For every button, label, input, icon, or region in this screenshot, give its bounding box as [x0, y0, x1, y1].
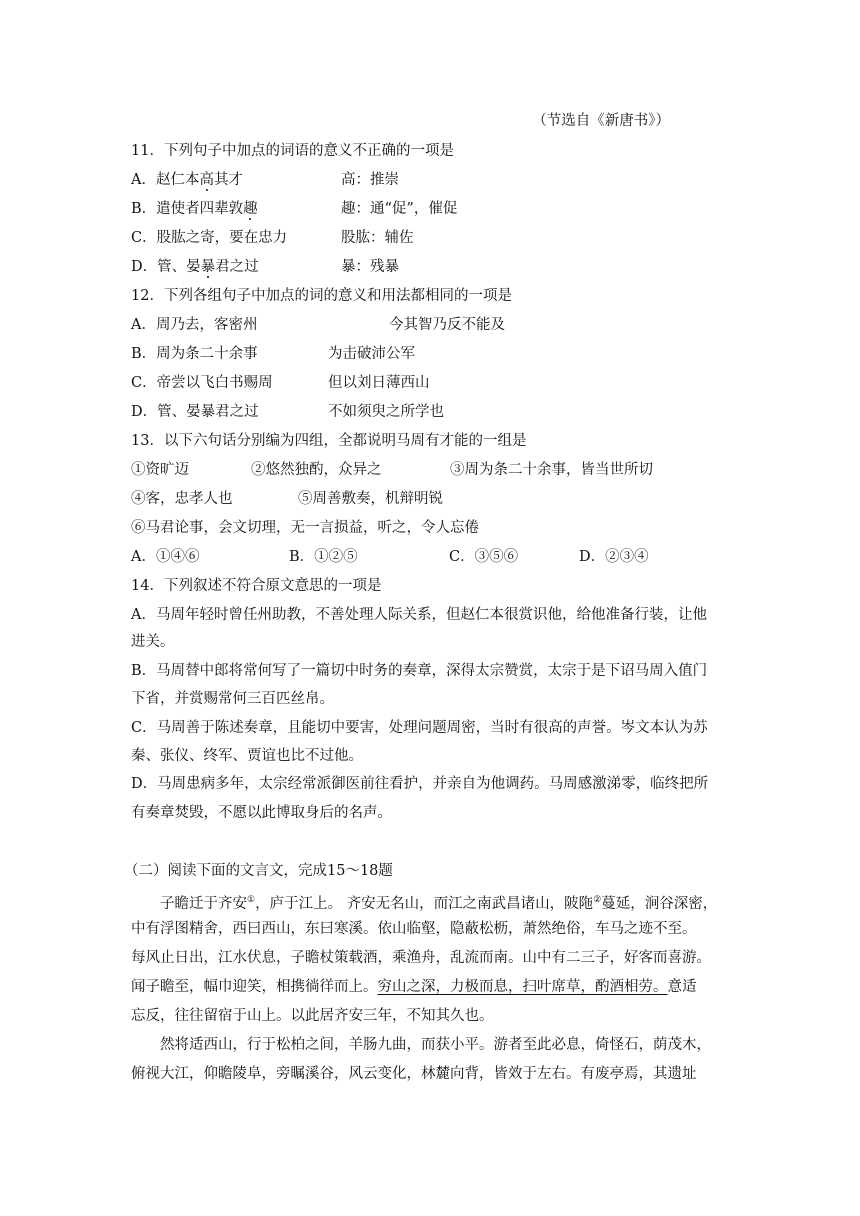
passage-p2-line-1: 然将适西山，行于松柏之间，羊肠九曲，而获小平。游者至此必息，倚怪石，荫茂木，: [160, 1037, 711, 1053]
q11-option-a: [131, 169, 741, 191]
q12-a-right: 今其智乃反不能及: [389, 317, 505, 333]
q13-row-1: [131, 459, 741, 481]
q13-choice-d: D．②③④: [579, 549, 649, 565]
q11-a-gloss: 高：推崇: [341, 172, 399, 188]
q11-b-gloss: 趣：通“促”，催促: [341, 201, 458, 217]
q11-a-label: A．: [131, 172, 156, 188]
passage-text: 子瞻迁于齐安: [160, 895, 247, 912]
q12-option-c: [131, 372, 741, 394]
q12-b-left: 周为条二十余事: [156, 346, 258, 362]
q13-stem: 13．以下六句话分别编为四组，全都说明马周有才能的一组是: [131, 433, 527, 449]
q11-option-c: [131, 227, 741, 249]
underlined-sentence: 穷山之深，力极而息，扫叶席草，酌酒相劳。: [377, 979, 668, 995]
q12-b-right: 为击破沛公军: [328, 346, 415, 362]
q14-option-c-line-1: C．马周善于陈述奏章，且能切中要害，处理问题周密，当时有很高的声誉。岑文本认为苏: [131, 720, 708, 736]
q11-a-post: 其才: [213, 172, 243, 188]
q13-item-5: ⑤周善敷奏，机辩明锐: [298, 491, 443, 507]
passage-text: 蔓延，涧谷深密，: [601, 895, 718, 912]
q11-a-dotted-word: 高: [199, 172, 214, 188]
q11-option-b: [131, 198, 741, 220]
q14-option-c-line-2: 秦、张仪、终军、贾谊也比不过他。: [131, 748, 363, 764]
q14-option-d-line-2: 有奏章焚毁，不愿以此博取身后的名声。: [131, 805, 392, 821]
passage-p1-line-1: [160, 889, 770, 915]
q14-stem: 14．下列叙述不符合原文意思的一项是: [131, 578, 382, 594]
passage-p1-line-4: [131, 976, 741, 998]
q12-a-label: A．: [131, 317, 156, 333]
q12-d-left: 管、晏暴君之过: [157, 404, 259, 420]
q13-choices: [131, 546, 741, 568]
q12-d-label: D．: [131, 404, 158, 420]
passage-p1-line-2: 中有浮图精舍，西曰西山，东曰寒溪。依山临壑，隐蔽松枥，萧然绝俗，车马之迹不至。: [131, 921, 697, 937]
passage-text: ，庐于江上。 齐安无名山，而江之南武昌诸山，陂陁: [255, 895, 594, 912]
passage-p2-line-2: 俯视大江，仰瞻陵阜，旁瞩溪谷，风云变化，林麓向背，皆效于左右。有废亭焉，其遗址: [131, 1066, 697, 1082]
q13-item-4: ④客，忠孝人也: [131, 491, 233, 507]
footnote-marker-1: ①: [247, 895, 256, 905]
q12-b-label: B．: [131, 346, 157, 362]
q14-option-b-line-2: 下省，并赏赐常何三百匹丝帛。: [131, 691, 334, 707]
q11-stem: 11．下列句子中加点的词语的意义不正确的一项是: [131, 143, 454, 159]
q11-c-text: 股肱之寄，要在忠力: [156, 230, 288, 246]
q13-row-2: [131, 488, 741, 510]
q11-c-gloss: 股肱：辅佐: [341, 230, 414, 246]
q12-c-right: 但以刘日薄西山: [328, 375, 430, 391]
q12-c-label: C．: [131, 375, 157, 391]
q12-option-d: [131, 401, 741, 423]
q11-d-label: D．: [131, 259, 158, 275]
section-2-heading: （二）阅读下面的文言文，完成15～18题: [124, 863, 393, 879]
q12-option-a: [131, 314, 741, 336]
q12-c-left: 帝尝以飞白书赐周: [156, 375, 273, 391]
q11-d-post: 君之过: [215, 259, 259, 275]
passage-p1-line-3: 每风止日出，江水伏息，子瞻杖策载酒，乘渔舟，乱流而南。山中有二三子，好客而喜游。: [131, 950, 711, 966]
q11-a-pre: 赵仁本: [155, 172, 200, 188]
q13-choice-c: C．③⑤⑥: [449, 549, 519, 565]
q13-item-3: ③周为条二十余事，皆当世所切: [450, 462, 653, 478]
q14-option-d-line-1: D．马周患病多年，太宗经常派御医前往看护，并亲自为他调药。马周感激涕零，临终把所: [131, 776, 709, 792]
q14-option-a-line-1: A．马周年轻时曾任州助教，不善处理人际关系，但赵仁本很赏识他，给他准备行装，让他: [131, 607, 707, 623]
q12-option-b: [131, 343, 741, 365]
q11-b-pre: 遣使者四辈敦: [156, 201, 244, 217]
q13-item-2: ②悠然独酌，众异之: [251, 462, 382, 478]
q13-item-1: ①资旷迈: [131, 462, 189, 478]
q13-item-6: ⑥马君论事，会文切理，无一言损益，听之，令人忘倦: [131, 520, 479, 536]
source-note: （节选自《新唐书》）: [532, 113, 670, 129]
q11-b-dotted-word: 趣: [243, 201, 258, 217]
q14-option-a-line-2: 进关。: [131, 634, 175, 650]
footnote-marker-2: ②: [593, 895, 602, 905]
q12-stem: 12．下列各组句子中加点的词的意义和用法都相同的一项是: [131, 288, 512, 304]
passage-text: 意适: [667, 979, 697, 995]
q13-choice-a: A．①④⑥: [131, 549, 200, 565]
passage-p1-line-5: 忘反，往往留宿于山上。以此居齐安三年，不知其久也。: [131, 1008, 494, 1024]
q11-d-gloss: 暴：残暴: [341, 259, 399, 275]
q11-b-label: B．: [131, 201, 157, 217]
q12-a-left: 周乃去，客密州: [155, 317, 258, 333]
q11-d-pre: 管、晏: [157, 259, 201, 275]
q12-d-right: 不如须臾之所学也: [328, 404, 444, 420]
q11-d-dotted-word: 暴: [200, 259, 216, 275]
q13-choice-b: B．①②⑤: [289, 549, 358, 565]
q14-option-b-line-1: B．马周替中郎将常何写了一篇切中时务的奏章，深得太宗赞赏，太宗于是下诏马周入值门: [131, 663, 708, 679]
q11-c-label: C．: [131, 230, 157, 246]
q11-option-d: [131, 256, 741, 278]
passage-text: 闻子瞻至，幅巾迎笑，相携徜徉而上。: [131, 979, 378, 995]
